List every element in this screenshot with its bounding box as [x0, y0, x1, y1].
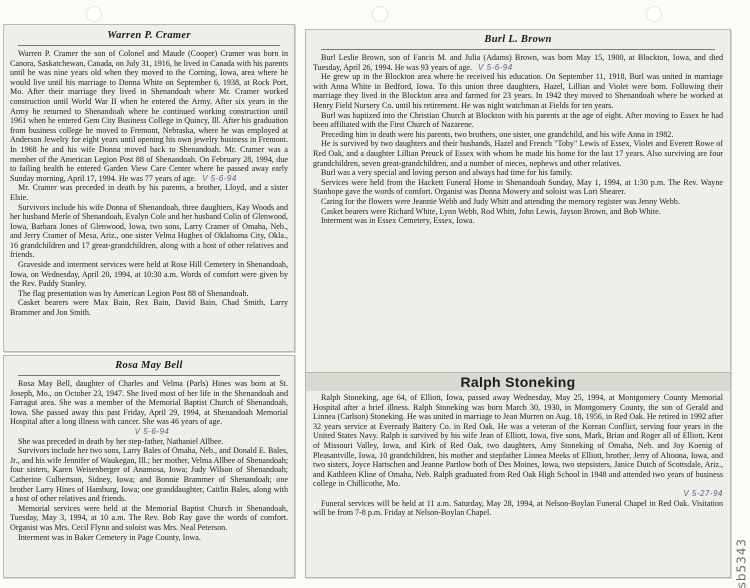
- obituary-title: Ralph Stoneking: [306, 373, 730, 391]
- title-divider: [321, 49, 715, 50]
- obituary-paragraph: Casket bearers were Max Bain, Rex Bain, David Bain, Chad Smith, Larry Brammer and Jon Smith.: [10, 298, 288, 318]
- obituary-clipping-bell: [3, 355, 295, 578]
- obituary-paragraph: Funeral services will be held at 11 a.m. Saturday, May 28, 1994, at Nelson-Boylan Funeral Chapel in Red Oak. Visitation will be from 7-8 p.m. Friday at Nelson-Boylan Chapel.: [313, 498, 723, 518]
- obituary-paragraph: Survivors include his wife Donna of Shenandoah, three daughters, Kay Woods and her husband Merle of Shenandoah, Evalyn Cole and her husband Colin of Glenwood, Iowa, Barbara Jones of Glenwood, Iowa, two sons, Larry Cramer of Omaha, Neb., and Jerry Cramer of Mesa, Ariz., one sister Velma Hughes of Oklahoma City, Okla., 16 grandchildren and 17 great-grandchildren, along with a host of other relatives and friends.: [10, 202, 288, 260]
- title-divider: [18, 375, 280, 376]
- obituary-title: Warren P. Cramer: [107, 30, 191, 41]
- obituary-paragraph: Interment was in Baker Cemetery in Page County, Iowa.: [18, 532, 201, 542]
- date-stamp: V 5-6-94: [202, 173, 237, 183]
- obituary-paragraph: The flag presentation was by American Legion Post 88 of Shenandoah.: [18, 288, 249, 298]
- obituary-title: Burl L. Brown: [484, 34, 552, 45]
- obituary-paragraph: Rosa May Bell, daughter of Charles and Velma (Parls) Hines was born at St. Joseph, Mo., on October 23, 1947. She lived most of her life in the Shenandoah and Farragut area. She was a member of the Memorial Baptist Church of Shenandoah, Iowa. She passed away this past Friday, April 29, 1994, at Shenandoah Memorial Hospital after a long illness with cancer. She was 46 years of age.: [10, 379, 288, 427]
- obituary-paragraph: She was preceded in death by her step-father, Nathaniel Allbee.: [18, 436, 224, 446]
- punch-hole: [646, 6, 662, 22]
- obituary-clipping-cramer: [3, 24, 295, 352]
- obituary-paragraph: Services were held from the Hackett Funeral Home in Shenandoah Sunday, May 1, 1994, at 1:30 p.m. The Rev. Wayne Stanhope gave the words of comfort. Organist was Donna Mowery and soloist was Lori Shearer.: [313, 177, 723, 197]
- obituary-paragraph: Mr. Cramer was preceded in death by his parents, a brother, Lloyd, and a sister Elsie.: [10, 183, 288, 202]
- archive-number-note: sb5343: [734, 538, 748, 588]
- obituary-title: Rosa May Bell: [115, 360, 183, 371]
- obituary-paragraph: Warren P. Cramer the son of Colonel and Maude (Cooper) Cramer was born in Canora, Saskatchewan, Canada, on July 31, 1916, he lived in Canada with his parents until he was nine years old when they moved to the Corning, Iowa, area where he would live until his marriage to Donna White on September 6, 1938, at Rock Port, Mo. After their marriage they lived in Shenandoah where Mr. Cramer worked construction until World War II when he entered the Army. After six years in the Army he returned to Shenandoah where he continued working construction until 1961 when he entered Gem City Business College in Quincy, Ill. After his graduation from business college he moved to Fremont, Nebraska, where he was employed at Anderson Jewelry for eight years until opening his own jewelry business in Fremont. In 1968 he and his wife Donna moved back to Shenandoah. Mr. Cramer was a member of the American Legion Post 88 of Shenandoah. On February 28, 1994, due to failing health he entered Garden View Care Center where he passed away early Sunday morning, April 17, 1994. He was 77 years of age. V 5-6-94: [10, 49, 288, 183]
- obituary-paragraph: He is survived by two daughters and their husbands, Hazel and French "Toby" Lewis of Essex, Violet and Everett Rowe of Red Oak, and a daughter Lillian Preuck of Essex with whom he made his home for the last 17 years. Also surviving are four grandchildren, seven great-grandchildren, and a number of nieces, nephews and other relatives.: [313, 139, 723, 168]
- date-stamp: V 5-6-94: [134, 426, 170, 436]
- obituary-paragraph: Burl was baptized into the Christian Church at Blockton with his parents at the age of eight. After moving to Essex he had been affiliated with the First Church of Nazarene.: [313, 110, 723, 130]
- obituary-paragraph: Burl Leslie Brown, son of Fancis M. and Julia (Adams) Brown, was born May 15, 1900, at Blockton, Iowa, and died Tuesday, April 26, 1994. He was 93 years of age. V 5-6-94: [313, 53, 723, 72]
- punch-hole: [372, 6, 388, 22]
- punch-hole: [86, 6, 102, 22]
- obituary-clipping-brown: [305, 29, 731, 374]
- date-stamp-line: [10, 427, 288, 437]
- obituary-paragraph: Casket bearers were Richard White, Lynn Webb, Rod Whitt, John Lewis, Jayson Brown, and Bob White.: [321, 206, 661, 216]
- obituary-paragraph: Ralph Stoneking, age 64, of Elliott, Iowa, passed away Wednesday, May 25, 1994, at Montgomery County Memorial Hospital after a brief illness. Ralph Stoneking was born March 30, 1930, in Montgomery County, the son of Gerald and Linnea (Carlson) Stoneking. He was united in marriage to Jean Murren on Aug. 18, 1956, in Red Oak. He retired in 1992 after 32 years service at Eveready Battery Co. in Red Oak. He was a veteran of the Korean Conflict, serving four years in the United States Navy. Ralph is survived by his wife Jean of Elliott, Iowa, five sons, Mark, Brian and Roger all of Elliott, Kent of Missouri Valley, Iowa, and Kirk of Red Oak, two daughters, Amy Stoneking of Omaha, Neb. and Joy Koenig of Pleasantville, Iowa, 10 grandchildren, his mother and stepfather Linnea Meeks of Elliott, brother, Jerry of Altoona, Iowa, and two sisters, Joyce Hartschen and Jeanne Partlow both of Des Moines, Iowa, two stepsisters, Janice Dutch of Scottsdale, Ariz., and Kathleen Kline of Omaha, Neb. Ralph graduated from Red Oak High School in 1948 and attended two years of business college in Chillicothe, Mo.: [313, 393, 723, 489]
- obituary-paragraph: Survivors include her two sons, Larry Bales of Omaha, Neb., and Donald E. Bales, Jr., and his wife Jennifer of Waukegan, Ill.; her mother, Velma Allbee of Shenandoah; four sisters, Karen Weisenberger of Anamosa, Iowa; Judy Wilson of Shenandoah; Catherine Culbertson, Sidney, Iowa; and Bonnie Brammer of Shenandoah; one brother Larry Hines of Hamburg, Iowa; one granddaughter, Caitlin Bales, along with a host of other relatives and friends.: [10, 446, 288, 504]
- date-stamp: V 5-27-94: [683, 488, 723, 498]
- date-stamp: V 5-6-94: [478, 62, 513, 72]
- obituary-paragraph: Preceding him in death were his parents, two brothers, one sister, one grandchild, and his wife Anna in 1982.: [321, 129, 674, 139]
- obituary-paragraph: Caring for the flowers were Jeannie Webb and Judy Whitt and attending the memory register was Jenny Webb.: [321, 196, 680, 206]
- obituary-paragraph: Memorial services were held at the Memorial Baptist Church in Shenandoah, Tuesday, May 3, 1994, at 10 a.m. The Rev. Bob Ray gave the words of comfort. Organist was Mrs. Cecil Flynn and soloist was Mrs. Neal Peterson.: [10, 503, 288, 532]
- obituary-clipping-stoneking: [305, 372, 731, 578]
- date-stamp-line: [313, 489, 723, 499]
- obituary-paragraph: He grew up in the Blockton area where he received his education. On September 11, 1918, Burl was united in marriage with Anna White in Bedford, Iowa. To this union three daughters, Hazel, Lillian and Violet were born. Following their marriage they lived in the Blockton area and farmed for 23 years. In 1942 they moved to Shenandoah where he worked at Henry Field Nursery Co. until his retirement. He was night watchman at Fields for ten years.: [313, 72, 723, 110]
- title-divider: [18, 45, 280, 46]
- obituary-paragraph: Graveside and interment services were held at Rose Hill Cemetery in Shenandoah, Iowa, on Wednesday, April 20, 1994, at 10:30 a.m. Words of comfort were given by the Rev. Paddy Stanley.: [10, 260, 288, 289]
- obituary-paragraph: Interment was in Essex Cemetery, Essex, Iowa.: [321, 216, 475, 226]
- obituary-paragraph: Burl was a very special and loving person and always had time for his family.: [321, 168, 573, 178]
